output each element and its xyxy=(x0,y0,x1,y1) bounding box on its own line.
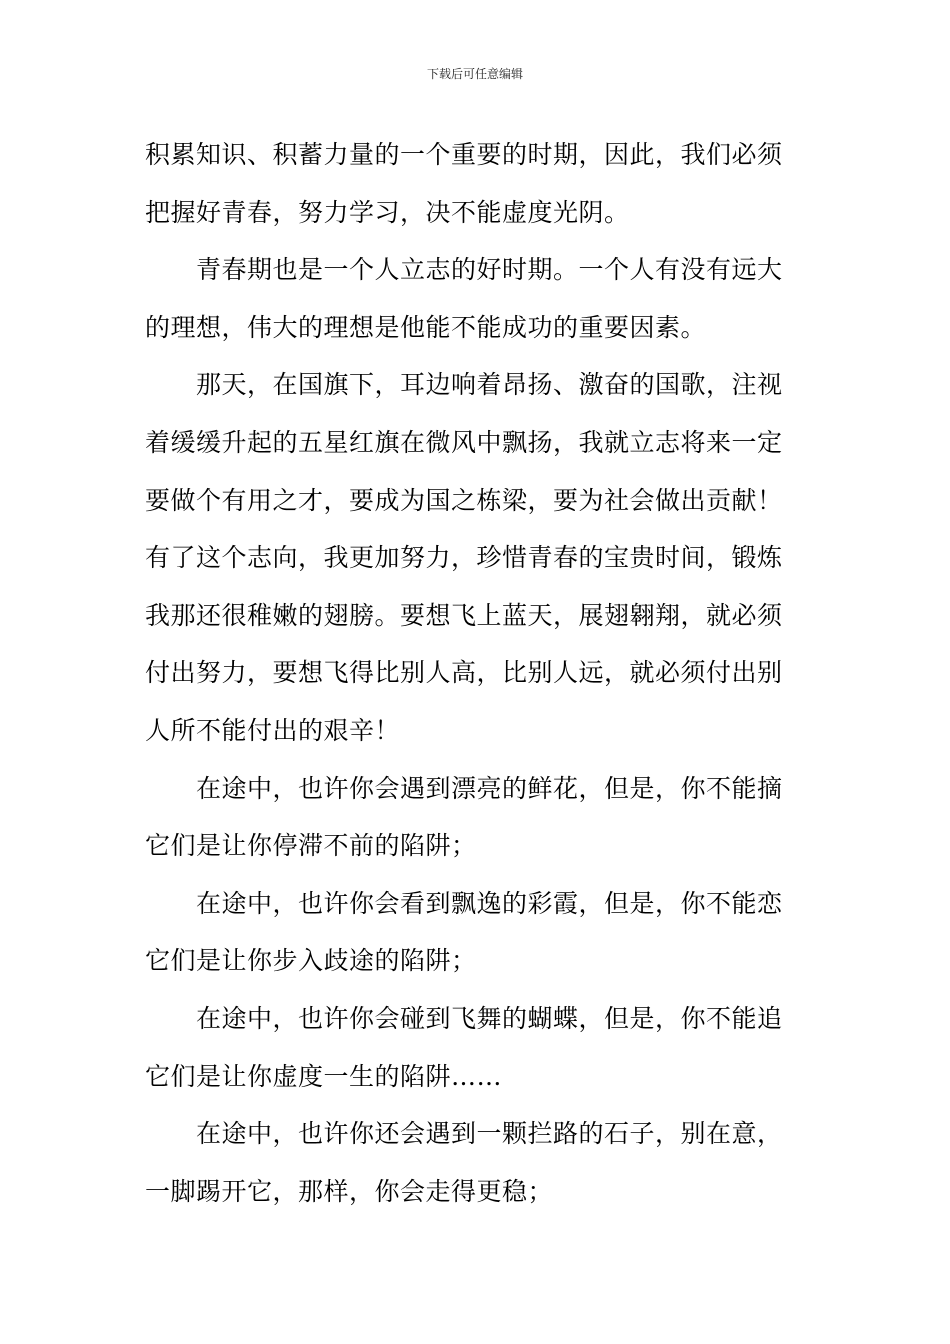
text-line: 在途中，也许你还会遇到一颗拦路的石子，别在意， xyxy=(196,1119,783,1149)
text-line: 青春期也是一个人立志的好时期。一个人有没有远大 xyxy=(196,255,783,285)
text-line: 一脚踢开它，那样，你会走得更稳； xyxy=(145,1176,554,1206)
body-text xyxy=(145,126,810,1220)
text-line: 我那还很稚嫩的翅膀。要想飞上蓝天，展翅翱翔，就必须 xyxy=(145,600,783,630)
text-line: 积累知识、积蓄力量的一个重要的时期，因此，我们必须 xyxy=(145,140,783,169)
text-line: 人所不能付出的艰辛！ xyxy=(145,715,401,745)
text-line: 它们是让你虚度一生的陷阱…… xyxy=(145,1061,503,1091)
text-line: 要做个有用之才，要成为国之栋梁，要为社会做出贡献！ xyxy=(145,485,783,515)
text-line: 它们是让你停滞不前的陷阱； xyxy=(145,831,477,861)
text-line: 把握好青春，努力学习，决不能虚度光阴。 xyxy=(145,197,630,227)
text-line: 在途中，也许你会遇到漂亮的鲜花，但是，你不能摘 xyxy=(196,773,783,803)
text-line: 那天，在国旗下，耳边响着昂扬、激奋的国歌，注视 xyxy=(196,370,783,400)
text-line: 在途中，也许你会碰到飞舞的蝴蝶，但是，你不能追 xyxy=(196,1003,783,1033)
text-line: 着缓缓升起的五星红旗在微风中飘扬，我就立志将来一定 xyxy=(145,427,783,457)
text-line: 的理想，伟大的理想是他能不能成功的重要因素。 xyxy=(145,312,707,342)
text-line: 付出努力，要想飞得比别人高，比别人远，就必须付出别 xyxy=(145,658,783,688)
text-line: 在途中，也许你会看到飘逸的彩霞，但是，你不能恋 xyxy=(196,888,783,918)
text-line: 它们是让你步入歧途的陷阱； xyxy=(145,946,477,976)
page-header: 下载后可任意编辑 xyxy=(426,67,523,81)
text-line: 有了这个志向，我更加努力，珍惜青春的宝贵时间，锻炼 xyxy=(145,543,783,573)
